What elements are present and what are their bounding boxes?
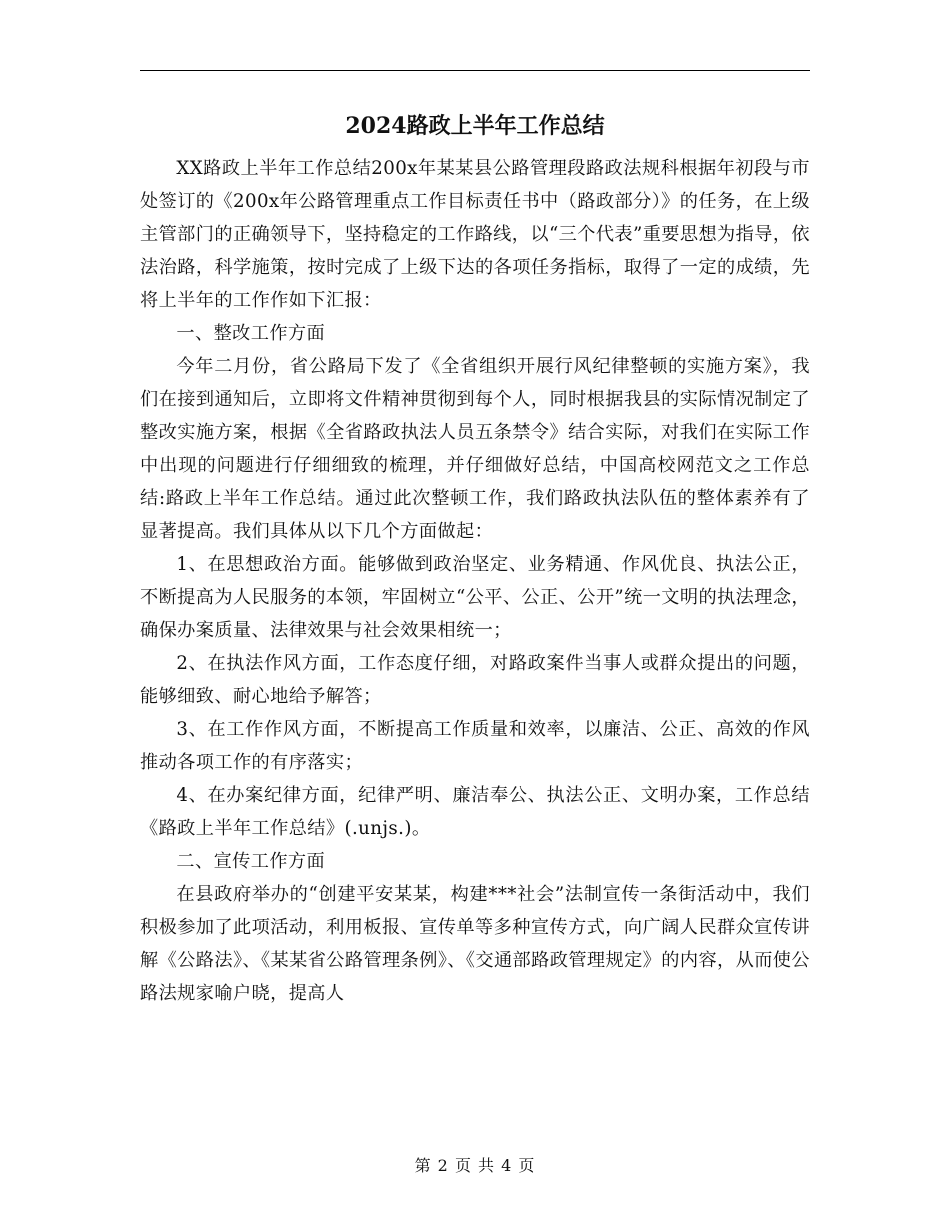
list-item-case-discipline: 4、在办案纪律方面，纪律严明、廉洁奉公、执法公正、文明办案，工作总结《路政上半年工作总结》(.unjs.)。 bbox=[140, 785, 810, 839]
paragraph-intro: XX路政上半年工作总结200x年某某县公路管理段路政法规科根据年初段与市处签订的《200x年公路管理重点工作目标责任书中（路政部分）》的任务，在上级主管部门的正确领导下，坚持稳定的工作路线，以“三个代表”重要思想为指导，依法治路，科学施策，按时完成了上级下达的各项任务指标，取得了一定的成绩，先将上半年的工作作如下汇报： bbox=[140, 158, 810, 311]
header-rule bbox=[140, 70, 810, 71]
document-title: 2024路政上半年工作总结 bbox=[345, 113, 605, 139]
paragraph-publicity: 在县政府举办的“创建平安某某，构建***社会”法制宣传一条街活动中，我们积极参加了此项活动，利用板报、宣传单等多种宣传方式，向广阔人民群众宣传讲解《公路法》、《某某省公路管理条例》、《交通部路政管理规定》的内容，从而使公路法规家喻户晓，提高人 bbox=[140, 884, 810, 1004]
section-heading-publicity: 二、宣传工作方面 bbox=[176, 851, 326, 872]
list-item-work-style: 3、在工作作风方面，不断提高工作质量和效率，以廉洁、公正、高效的作风推动各项工作的有序落实； bbox=[140, 719, 810, 773]
document-body bbox=[140, 152, 810, 1010]
section-heading-rectification: 一、整改工作方面 bbox=[176, 323, 326, 344]
list-item-ideology: 1、在思想政治方面。能够做到政治坚定、业务精通、作风优良、执法公正，不断提高为人民服务的本领，牢固树立“公平、公正、公开”统一文明的执法理念，确保办案质量、法律效果与社会效果相统一； bbox=[140, 554, 810, 641]
page-number-footer: 第 2 页 共 4 页 bbox=[414, 1156, 536, 1175]
list-item-enforcement-style: 2、在执法作风方面，工作态度仔细，对路政案件当事人或群众提出的问题，能够细致、耐心地给予解答； bbox=[140, 653, 810, 707]
paragraph-rectification: 今年二月份，省公路局下发了《全省组织开展行风纪律整顿的实施方案》，我们在接到通知后，立即将文件精神贯彻到每个人，同时根据我县的实际情况制定了整改实施方案，根据《全省路政执法人员五条禁令》结合实际，对我们在实际工作中出现的问题进行仔细细致的梳理，并仔细做好总结，中国高校网范文之工作总结:路政上半年工作总结。通过此次整顿工作，我们路政执法队伍的整体素养有了显著提高。我们具体从以下几个方面做起： bbox=[140, 356, 810, 542]
